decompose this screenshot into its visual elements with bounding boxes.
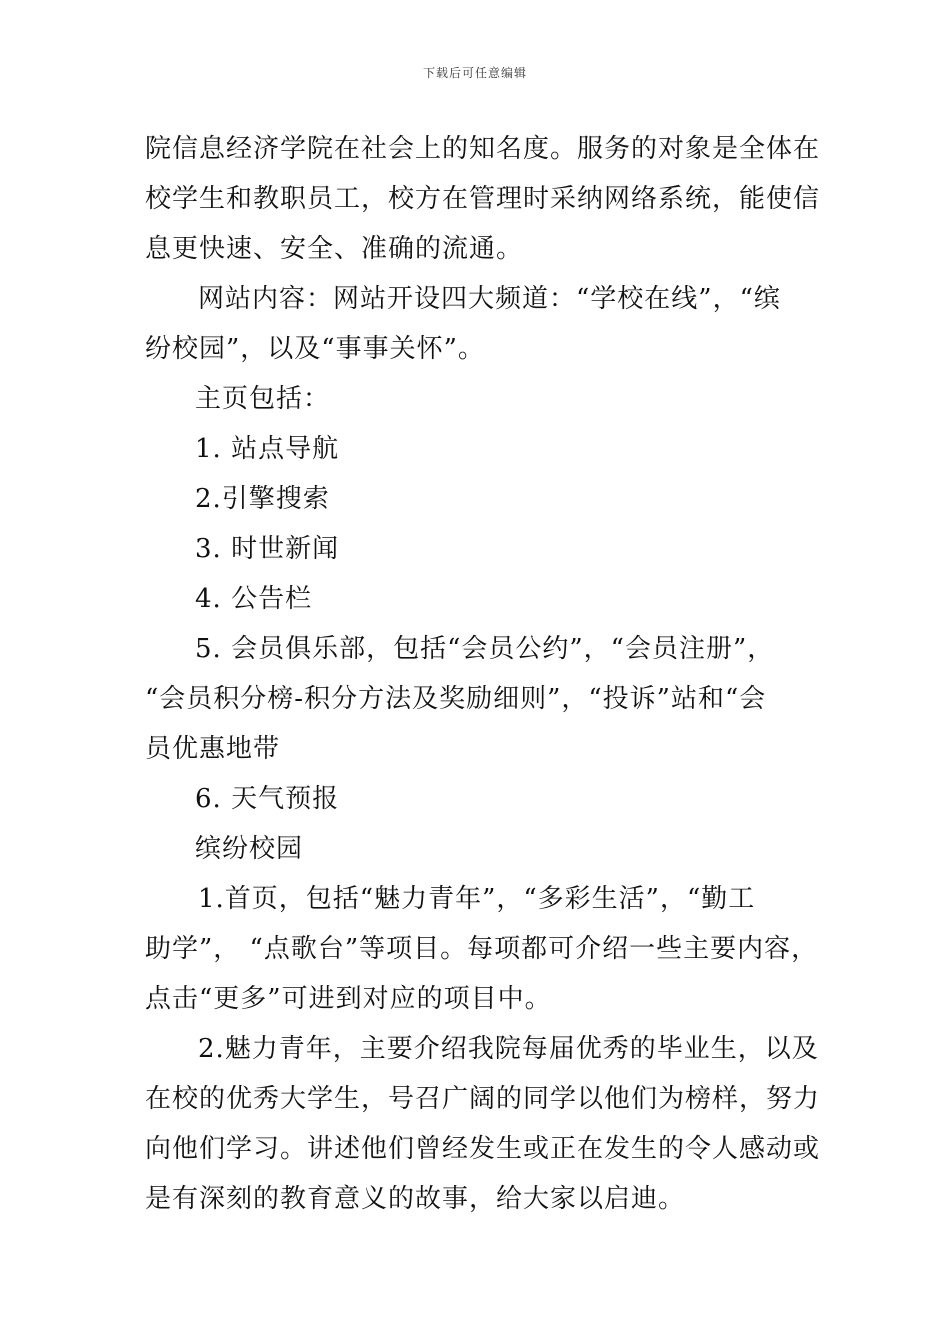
section-heading: 缤纷校园 — [195, 834, 304, 864]
section-heading: 主页包括： — [195, 384, 331, 414]
paragraph-line: 在校的优秀大学生，号召广阔的同学以他们为榜样，努力 — [145, 1084, 821, 1114]
paragraph-line: 网站内容：网站开设四大频道：“学校在线”，“缤 — [198, 284, 781, 314]
paragraph-line: 点击“更多”可进到对应的项目中。 — [145, 984, 552, 1014]
paragraph-line: 纷校园”，以及“事事关怀”。 — [145, 334, 485, 364]
list-item: 1. 站点导航 — [195, 434, 340, 464]
paragraph-line: 息更快速、安全、准确的流通。 — [145, 234, 524, 264]
paragraph-line: 是有深刻的教育意义的故事，给大家以启迪。 — [145, 1184, 686, 1214]
paragraph-line: 校学生和教职员工，校方在管理时采纳网络系统，能使信 — [145, 184, 821, 214]
paragraph-line: 助学”， “点歌台”等项目。每项都可介绍一些主要内容， — [145, 934, 819, 964]
page-header: 下载后可任意编辑 — [422, 66, 527, 80]
list-item-continuation: “会员积分榜-积分方法及奖励细则”，“投诉”站和“会 — [145, 684, 767, 714]
list-item: 5. 会员俱乐部，包括“会员公约”，“会员注册”， — [195, 634, 775, 664]
paragraph-line: 院信息经济学院在社会上的知名度。服务的对象是全体在 — [145, 134, 821, 164]
list-item: 2.引擎搜索 — [195, 484, 330, 514]
paragraph-line: 2.魅力青年，主要介绍我院每届优秀的毕业生，以及 — [198, 1034, 819, 1064]
list-item: 4. 公告栏 — [195, 584, 313, 614]
list-item: 6. 天气预报 — [195, 784, 340, 814]
paragraph-line: 向他们学习。讲述他们曾经发生或正在发生的令人感动或 — [145, 1134, 821, 1164]
list-item-continuation: 员优惠地带 — [145, 734, 281, 764]
paragraph-line: 1.首页，包括“魅力青年”，“多彩生活”，“勤工 — [198, 884, 756, 914]
list-item: 3. 时世新闻 — [195, 534, 340, 564]
